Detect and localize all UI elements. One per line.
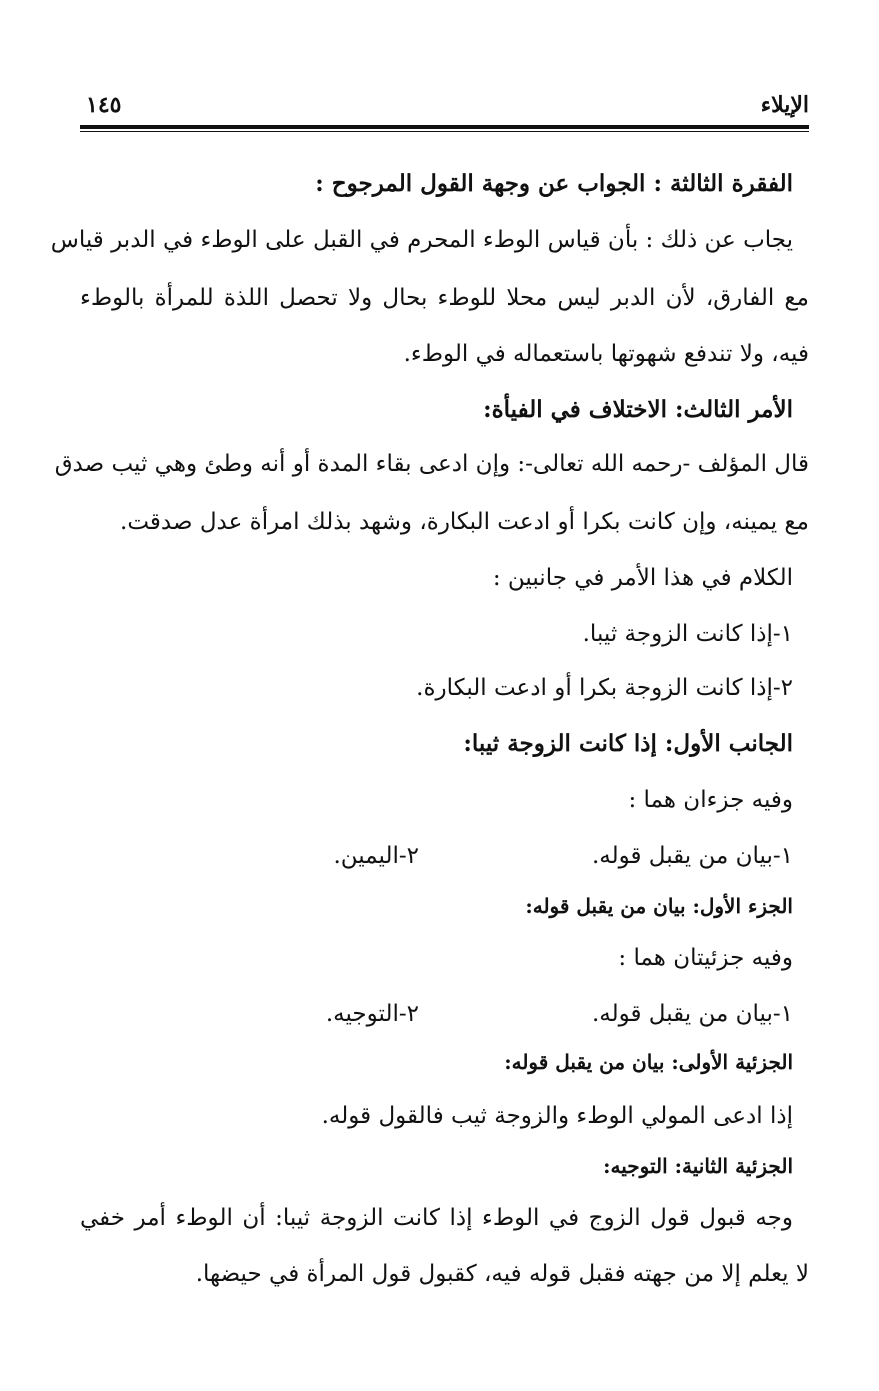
- paragraph-line: فيه، ولا تندفع شهوتها باستعماله في الوطء.: [403, 341, 809, 367]
- paragraph-line: لا يعلم إلا من جهته فقبل قوله فيه، كقبول قول المرأة في حيضها.: [195, 1261, 809, 1287]
- paragraph-line: وجه قبول قول الزوج في الوطء إذا كانت الزوجة ثيبا: أن الوطء أمر خفي: [80, 1205, 793, 1231]
- subsection-heading: الجزئية الثانية: التوجيه:: [603, 1154, 793, 1178]
- list-item: ٢-إذا كانت الزوجة بكرا أو ادعت البكارة.: [416, 675, 793, 701]
- header-rule-thick: [80, 125, 809, 129]
- page-number: ١٤٥: [86, 92, 122, 118]
- paragraph-line: وفيه جزئيتان هما :: [618, 945, 793, 971]
- section-heading: الأمر الثالث: الاختلاف في الفيأة:: [483, 396, 793, 423]
- section-heading: الجانب الأول: إذا كانت الزوجة ثيبا:: [463, 730, 793, 757]
- subsection-heading: الجزئية الأولى: بيان من يقبل قوله:: [504, 1050, 793, 1074]
- list-item: ٢-التوجيه.: [325, 1001, 419, 1027]
- list-item: ٢-اليمين.: [333, 843, 419, 869]
- paragraph-line: الكلام في هذا الأمر في جانبين :: [492, 565, 793, 591]
- paragraph-line: إذا ادعى المولي الوطء والزوجة ثيب فالقول قوله.: [321, 1103, 793, 1129]
- section-heading: الفقرة الثالثة : الجواب عن وجهة القول المرجوح :: [315, 170, 793, 197]
- paragraph-line: مع الفارق، لأن الدبر ليس محلا للوطء بحال ولا تحصل اللذة للمرأة بالوطء: [80, 285, 809, 311]
- list-item: ١-بيان من يقبل قوله.: [591, 1001, 793, 1027]
- paragraph-line: قال المؤلف -رحمه الله تعالى-: وإن ادعى بقاء المدة أو أنه وطئ وهي ثيب صدق: [54, 451, 809, 477]
- page-header: [86, 92, 809, 124]
- list-item: ١-إذا كانت الزوجة ثيبا.: [582, 621, 793, 647]
- header-rule-thin: [80, 131, 809, 132]
- paragraph-line: وفيه جزءان هما :: [628, 787, 793, 813]
- paragraph-line: يجاب عن ذلك : بأن قياس الوطء المحرم في القبل على الوطء في الدبر قياس: [50, 227, 793, 253]
- list-item: ١-بيان من يقبل قوله.: [591, 843, 793, 869]
- paragraph-line: مع يمينه، وإن كانت بكرا أو ادعت البكارة، وشهد بذلك امرأة عدل صدقت.: [120, 509, 809, 535]
- running-title: الإيلاء: [760, 92, 809, 118]
- subsection-heading: الجزء الأول: بيان من يقبل قوله:: [525, 894, 793, 918]
